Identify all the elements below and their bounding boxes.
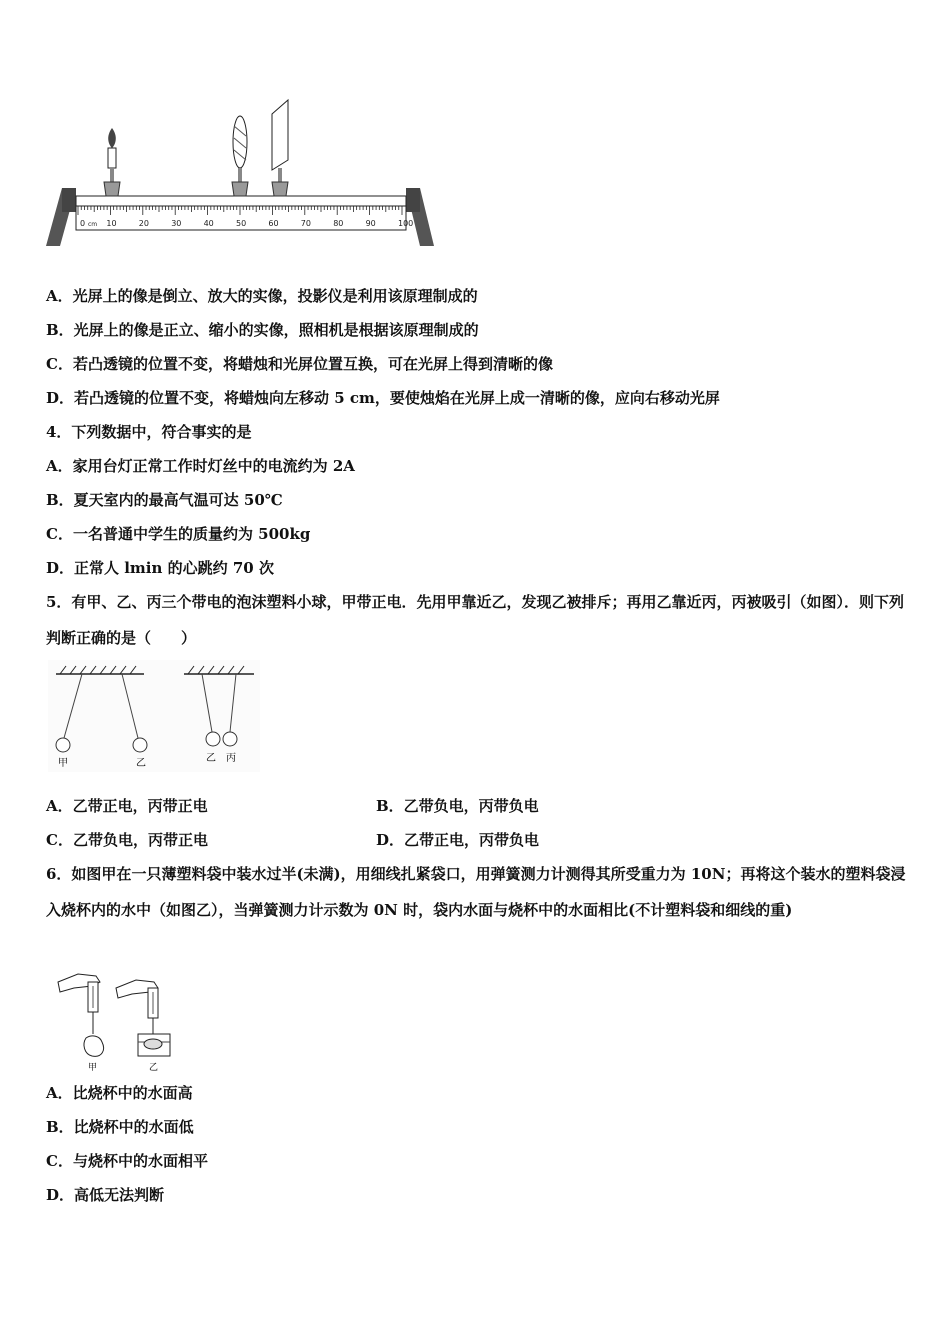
q5-option-a: A．乙带正电，丙带正电 xyxy=(46,797,208,815)
q6-stem: 6．如图甲在一只薄塑料袋中装水过半(未满)，用细线扎紧袋口，用弹簧测力计测得其所受重力为 10N；再将这个装水的塑料袋浸入烧杯内的水中（如图乙），当弹簧测力计示数为 0N 时，袋内水面与烧杯中的水面相比(不计塑料袋和细线的重) xyxy=(46,865,906,919)
scale-label: 20 xyxy=(138,219,149,228)
scale-unit: cm xyxy=(88,221,98,228)
setup-label-yi: 乙 xyxy=(149,1063,159,1073)
q4-option-c: C．一名普通中学生的质量约为 500kg xyxy=(46,525,311,543)
scale-label: 10 xyxy=(106,219,117,228)
setup-jia xyxy=(58,974,104,1073)
convex-lens xyxy=(232,116,248,196)
ball-label-jia: 甲 xyxy=(58,758,68,769)
q3-option-b: B．光屏上的像是正立、缩小的实像，照相机是根据该原理制成的 xyxy=(46,321,479,339)
spring-scale-figure xyxy=(56,968,186,1074)
bench-end-left xyxy=(62,188,76,212)
bench-rail xyxy=(76,196,406,206)
scale-label: 60 xyxy=(268,219,279,228)
q4-stem: 4．下列数据中，符合事实的是 xyxy=(46,423,252,441)
q6-option-a: A．比烧杯中的水面高 xyxy=(46,1084,193,1102)
q5-stem: 5．有甲、乙、丙三个带电的泡沫塑料小球，甲带正电．先用甲靠近乙，发现乙被排斥；再用乙靠近丙，丙被吸引（如图）．则下列判断正确的是（ ） xyxy=(46,593,904,647)
scale-label: 90 xyxy=(365,219,376,228)
q6-option-d: D．高低无法判断 xyxy=(46,1186,165,1204)
ball-label-yi-right: 乙 xyxy=(206,753,216,764)
bench-end-right xyxy=(406,188,420,212)
q5-option-b: B．乙带负电，丙带负电 xyxy=(376,797,539,815)
ball-label-bing: 丙 xyxy=(226,753,236,764)
scale-label: 30 xyxy=(171,219,182,228)
scale-label: 50 xyxy=(236,219,247,228)
q6-option-b: B．比烧杯中的水面低 xyxy=(46,1118,194,1136)
charged-balls-figure xyxy=(48,660,260,772)
setup-yi xyxy=(116,980,170,1073)
scale-label: 80 xyxy=(333,219,344,228)
scale-label: 70 xyxy=(300,219,311,228)
scale-label: 100 xyxy=(398,219,414,228)
candle xyxy=(104,128,120,196)
scale-label: 0 xyxy=(80,219,86,228)
ball-label-yi: 乙 xyxy=(136,758,146,769)
q4-option-b: B．夏天室内的最高气温可达 50℃ xyxy=(46,491,283,509)
q6-option-c: C．与烧杯中的水面相平 xyxy=(46,1152,208,1170)
q3-option-c: C．若凸透镜的位置不变，将蜡烛和光屏位置互换，可在光屏上得到清晰的像 xyxy=(46,355,553,373)
light-screen xyxy=(272,100,288,196)
q3-option-d: D．若凸透镜的位置不变，将蜡烛向左移动 5 cm，要使烛焰在光屏上成一清晰的像，应向右移动光屏 xyxy=(46,389,720,407)
q3-option-a: A．光屏上的像是倒立、放大的实像，投影仪是利用该原理制成的 xyxy=(46,287,478,305)
q4-option-a: A．家用台灯正常工作时灯丝中的电流约为 2A xyxy=(46,457,355,475)
q5-option-c: C．乙带负电，丙带正电 xyxy=(46,831,208,849)
q4-option-d: D．正常人 lmin 的心跳约 70 次 xyxy=(46,559,274,577)
setup-label-jia: 甲 xyxy=(88,1063,98,1073)
optical-bench-figure xyxy=(44,96,436,248)
scale-label: 40 xyxy=(203,219,214,228)
q5-option-d: D．乙带正电，丙带负电 xyxy=(376,831,540,849)
